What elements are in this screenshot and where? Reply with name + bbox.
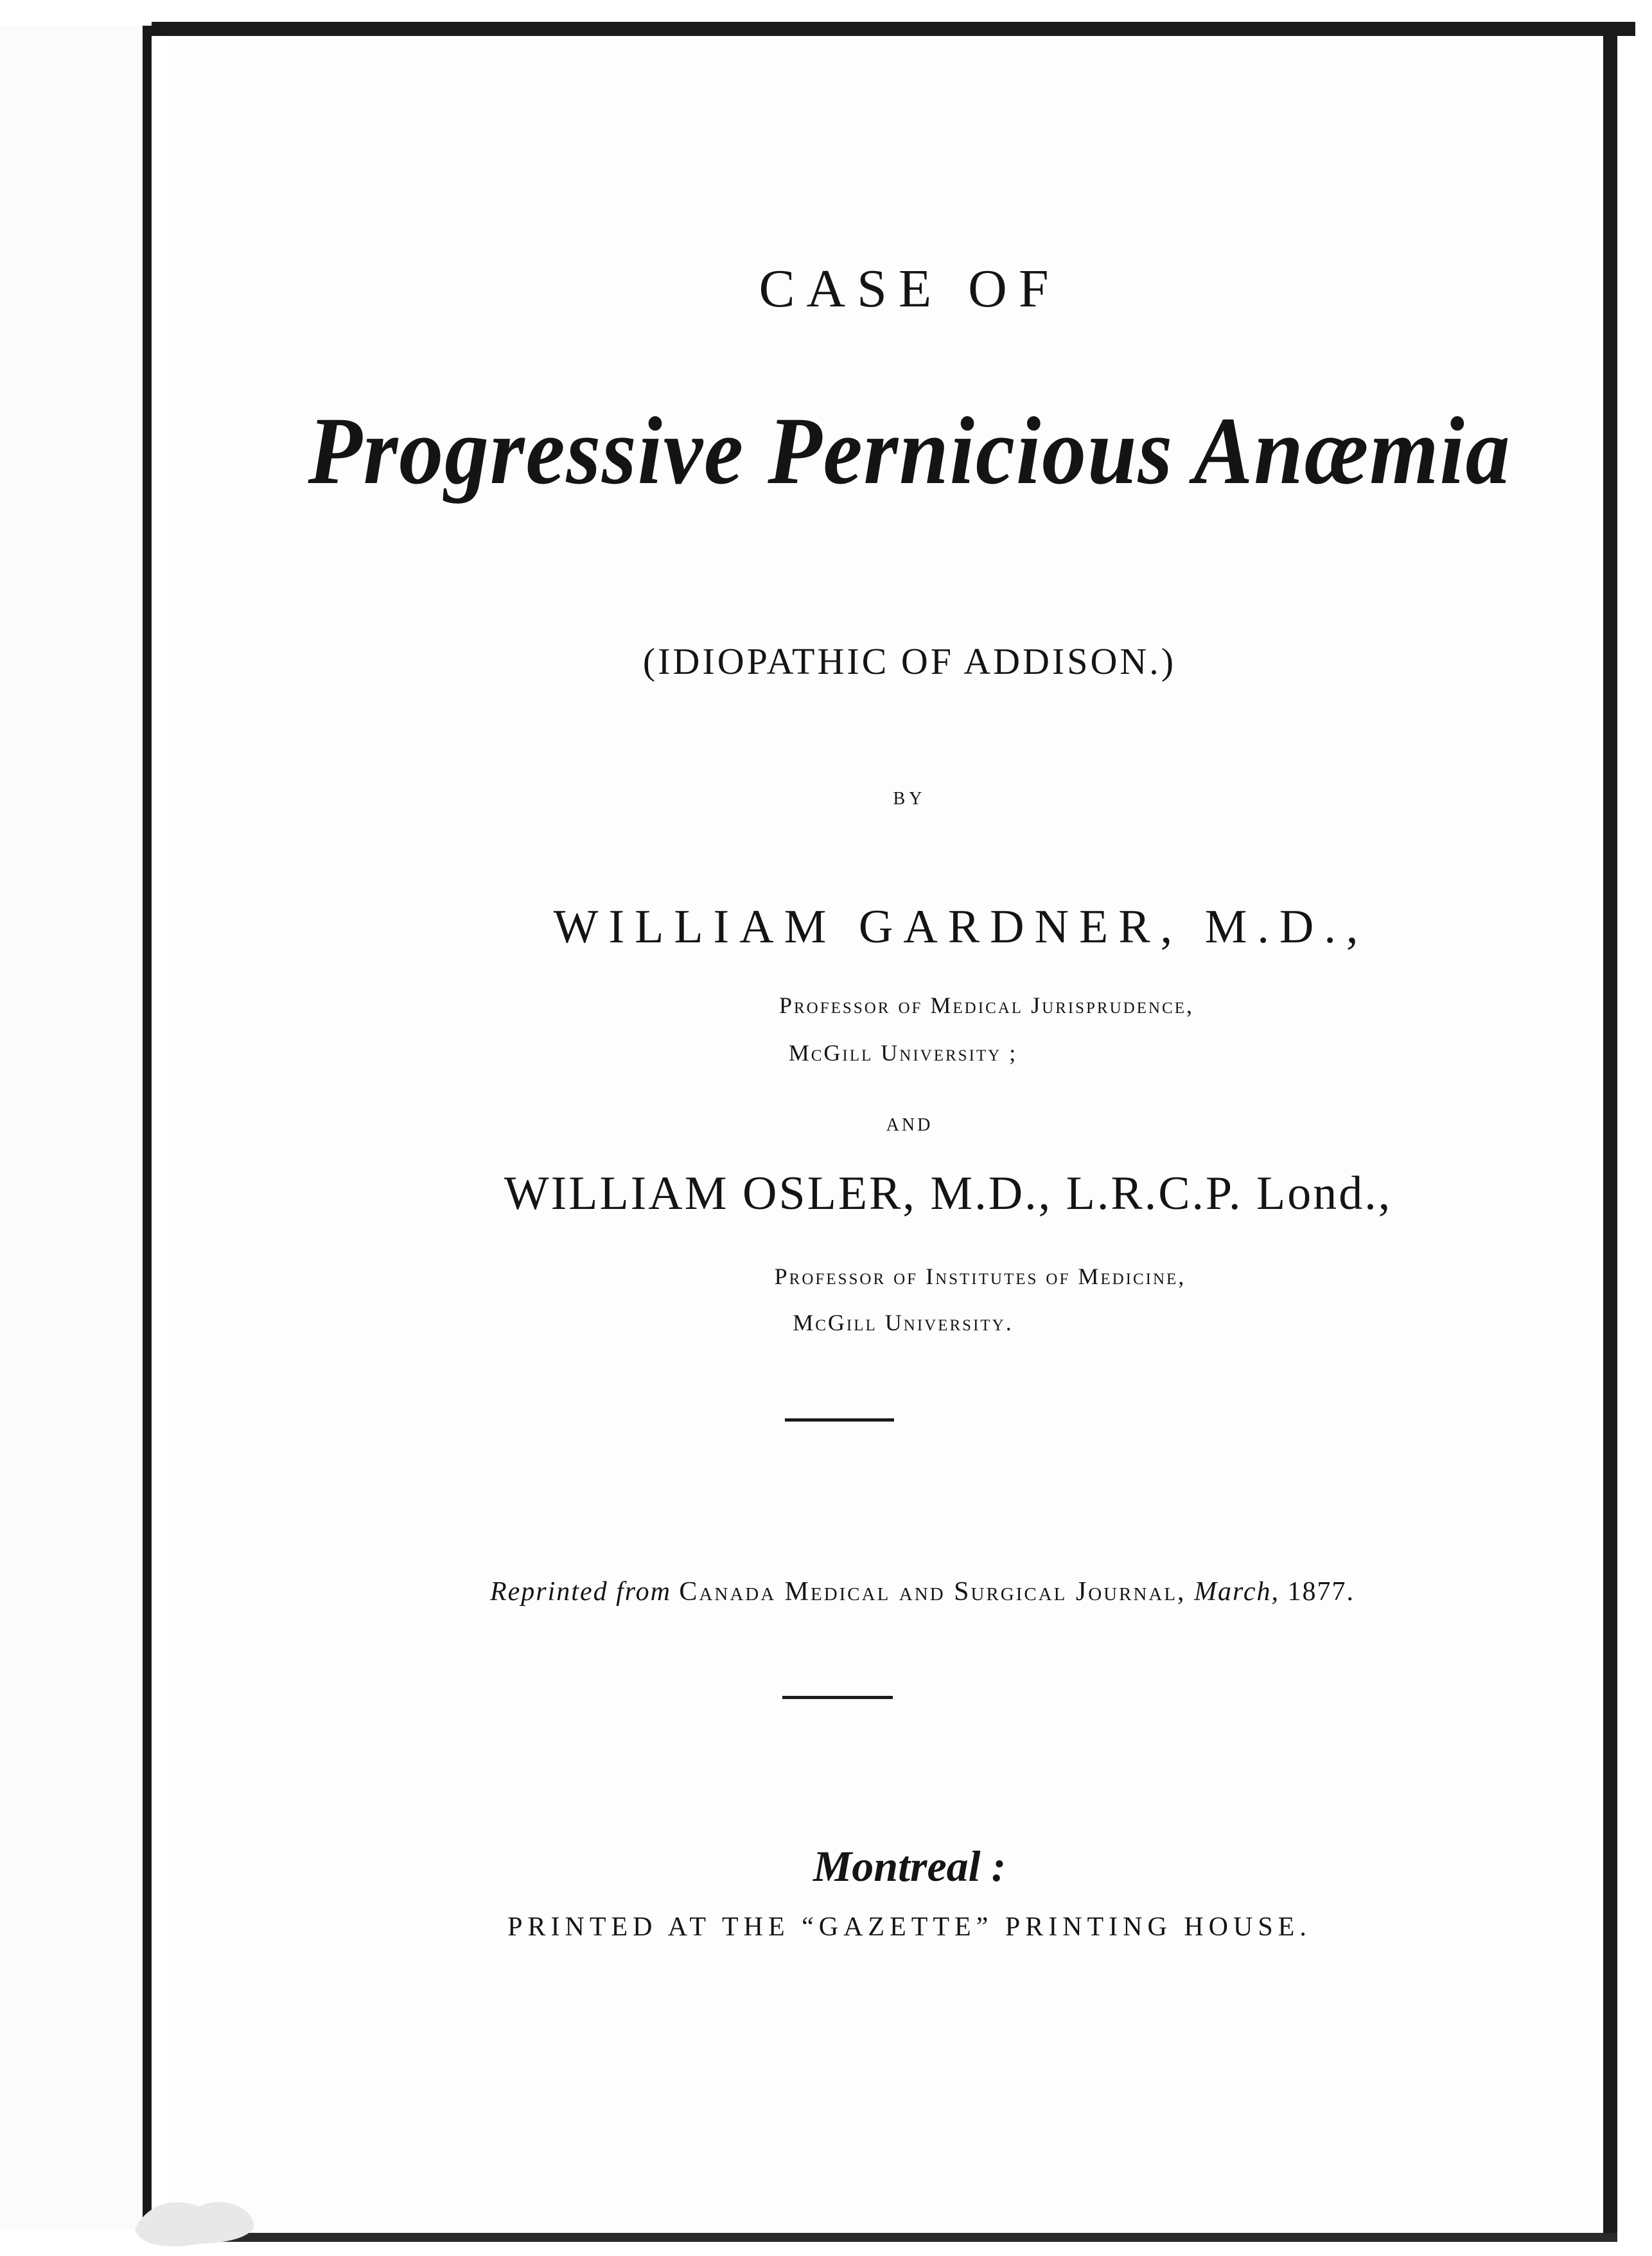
author-gardner-name: WILLIAM GARDNER, M.D., [553, 901, 1369, 953]
library-stamp-blot [128, 2190, 263, 2248]
title-page [167, 36, 1601, 2233]
author-gardner-affiliation-title: Professor of Medical Jurisprudence, [778, 992, 1194, 1018]
imprint-printer: PRINTED AT THE “GAZETTE” PRINTING HOUSE. [507, 1912, 1312, 1942]
main-title: Progressive Pernicious Anæmia [308, 398, 1511, 504]
and-label: AND [886, 1115, 933, 1135]
by-label: BY [893, 789, 926, 809]
divider-rule [782, 1696, 893, 1699]
author-osler-name: WILLIAM OSLER, M.D., L.R.C.P. Lond., [504, 1167, 1393, 1220]
reprint-word: Reprinted [490, 1577, 608, 1607]
author-osler-affiliation-title: Professor of Institutes of Medicine, [774, 1264, 1186, 1289]
reprint-year: 1877. [1287, 1577, 1355, 1607]
divider-rule [785, 1418, 894, 1422]
reprint-month: March, [1194, 1577, 1279, 1607]
case-of-heading: CASE OF [759, 259, 1060, 319]
page-spine-edge [143, 26, 152, 2235]
page-top-edge [152, 22, 1635, 36]
facing-page [0, 26, 152, 2229]
subtitle: (IDIOPATHIC OF ADDISON.) [642, 640, 1177, 682]
author-osler-affiliation-university: McGill University. [793, 1310, 1014, 1335]
imprint-city: Montreal : [813, 1842, 1006, 1890]
reprint-from: from [616, 1577, 671, 1607]
journal-name: Canada Medical and Surgical Journal, [679, 1577, 1186, 1607]
author-gardner-affiliation-university: McGill University ; [788, 1040, 1018, 1066]
reprint-notice [206, 1576, 1639, 1607]
page-bottom-edge [152, 2233, 1617, 2242]
